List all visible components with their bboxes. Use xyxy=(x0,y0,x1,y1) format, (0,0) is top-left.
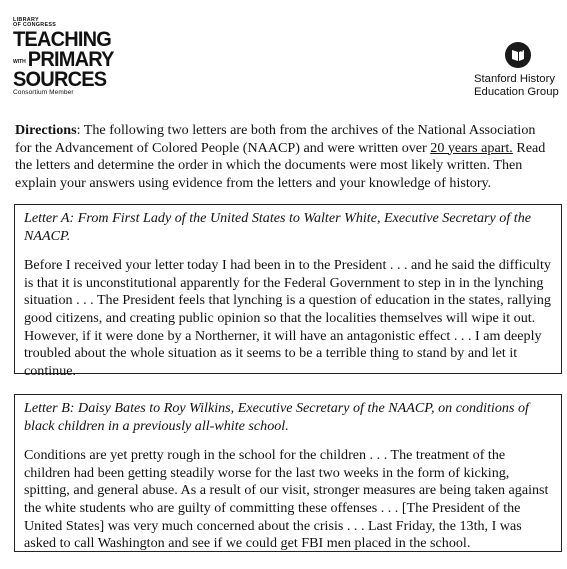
loc-logo-row xyxy=(13,47,114,71)
sheg-line2: Education Group xyxy=(474,86,559,98)
library-of-congress-logo xyxy=(13,17,114,96)
letter-b-body: Conditions are yet pretty rough in the school for the children . . . The treatment of the children had been getting steadily worse for the last two weeks in the form of kicking, spitting, and general abuse. As a result of our visit, stronger measures are being taken against the white students who are guilty of committing these offenses . . . [The President of the United States] was very much concerned about the crisis . . . Last Friday, the 13th, I was asked to call Washington and see if we could get FBI men placed in the school. xyxy=(24,447,549,552)
loc-logo-with: WITH xyxy=(13,58,26,65)
directions-underlined: 20 years apart. xyxy=(430,139,513,156)
sheg-logo xyxy=(472,42,564,99)
sheg-line1: Stanford History xyxy=(474,73,555,85)
sheg-book-icon xyxy=(505,42,531,68)
loc-logo-sources: SOURCES xyxy=(13,67,107,91)
letter-b-box xyxy=(14,394,562,552)
letter-a-box xyxy=(14,204,562,379)
directions-text-before: : The following two letters are both from the archives of the National Association for the Advancement of Colored People (NAACP) and were written over xyxy=(15,122,536,156)
directions-label: Directions xyxy=(15,122,77,138)
letter-a-body: Before I received your letter today I had been in to the President . . . and he said the difficulty is that it is unconstitutional apparently for the Federal Government to step in in the lynching situation . . . The President feels that lynching is a question of education in the states, rallying good citizens, and creating public opinion so that the localities themselves will wipe it out. However, if it were done by a Northerner, it will have an antagonistic effect . . . I am deeply troubled about the whole situation as it seems to be a terrible thing to stand by and let it continue. xyxy=(24,257,551,379)
loc-logo-line2: OF CONGRESS xyxy=(13,22,57,29)
letter-a-title: Letter A: From First Lady of the United States to Walter White, Executive Secretary of the NAACP. xyxy=(24,210,532,244)
loc-logo-line1: LIBRARY xyxy=(13,17,39,23)
directions-text-after: Read the letters and determine the order in which the documents were most likely written. Then explain your answers using evidence from the letters and your knowledge of history. xyxy=(15,139,546,191)
loc-logo-teaching: TEACHING xyxy=(13,27,112,51)
directions-paragraph xyxy=(15,122,555,192)
loc-logo-primary: PRIMARY xyxy=(27,47,114,71)
loc-logo-consortium: Consortium Member xyxy=(13,88,74,96)
letter-b-title: Letter B: Daisy Bates to Roy Wilkins, Executive Secretary of the NAACP, on conditions of black children in a previously all-white school. xyxy=(24,400,529,434)
